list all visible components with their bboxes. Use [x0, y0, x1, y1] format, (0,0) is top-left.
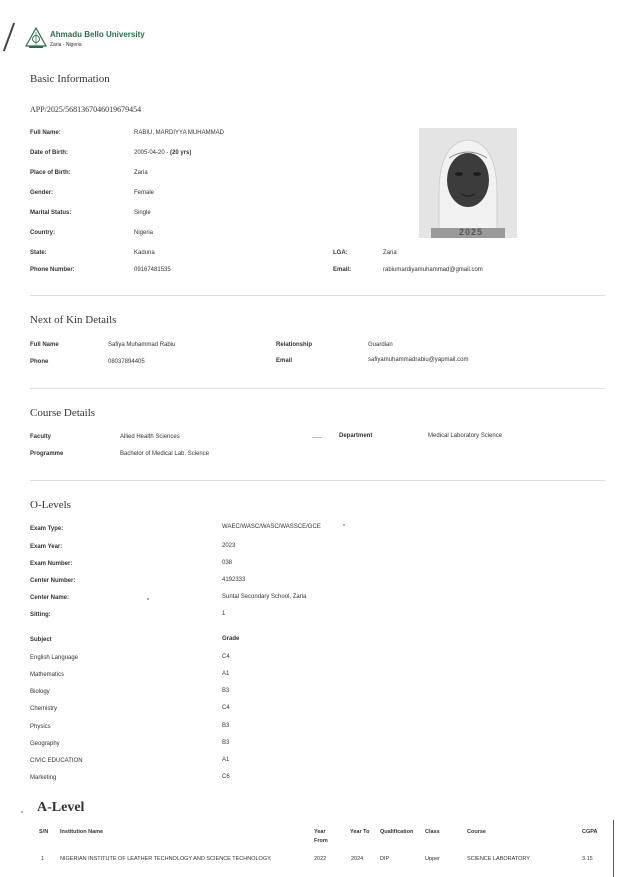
alevel-year-to: 2024	[351, 856, 364, 862]
alevel-sn: 1	[41, 856, 45, 862]
scan-speck	[147, 598, 149, 600]
kin-phone-value: 08037894405	[108, 359, 145, 365]
alevel-year-from-header: Year From	[314, 829, 328, 844]
phone-label: Phone Number:	[30, 267, 75, 273]
marital-status-value: Single	[134, 210, 151, 216]
subject-name: Chemistry	[30, 706, 58, 712]
exam-number-label: Exam Number:	[30, 561, 73, 567]
subject-name: Geography	[30, 741, 60, 747]
exam-type-label: Exam Type:	[30, 526, 64, 532]
subject-grade: C6	[222, 774, 230, 780]
full-name-label: Full Name:	[30, 130, 61, 136]
center-name-value: Suntal Secondary School, Zaria	[222, 594, 307, 600]
exam-year-value: 2023	[222, 543, 236, 549]
scan-speck	[21, 811, 23, 813]
subject-grade: B3	[222, 723, 230, 729]
subject-name: Marketing	[30, 775, 57, 781]
faculty-label: Faculty	[30, 434, 52, 440]
subject-grade: B3	[222, 740, 230, 746]
department-label: Department	[339, 433, 373, 439]
dob-value	[134, 150, 191, 156]
gender-label: Gender:	[30, 190, 54, 196]
kin-phone-label: Phone	[30, 359, 49, 365]
alevel-year-from: 2022	[314, 856, 327, 862]
kin-relationship-value: Guardian	[368, 342, 393, 348]
exam-year-label: Exam Year:	[30, 544, 63, 550]
state-value: Kaduna	[134, 250, 155, 256]
olevels-title: O-Levels	[30, 499, 71, 511]
divider	[30, 388, 605, 389]
alevel-cgpa-header: CGPA	[582, 829, 598, 835]
full-name-value: RABIU, MARDIYYA MUHAMMAD	[134, 130, 224, 136]
subject-name: English Language	[30, 655, 79, 661]
kin-name-value: Safiya Muhammad Rabiu	[108, 342, 176, 348]
passport-photo	[419, 128, 517, 238]
subject-grade: B3	[222, 688, 230, 694]
alevel-cgpa: 3.15	[582, 856, 593, 862]
university-logo	[24, 26, 48, 50]
scan-mark	[3, 23, 15, 52]
alevel-sn-header: S/N	[39, 829, 49, 835]
grade-header: Grade	[222, 636, 240, 642]
kin-relationship-label: Relationship	[276, 342, 313, 348]
country-value: Nigeria	[134, 230, 154, 236]
dob-label: Date of Birth:	[30, 150, 68, 156]
subject-grade: A1	[222, 671, 230, 677]
alevel-qualification: DIP	[380, 856, 390, 862]
lga-label: LGA:	[333, 250, 348, 256]
phone-value: 09167481535	[134, 267, 171, 273]
university-location: Zaria - Nigeria	[50, 42, 82, 48]
course-details-title: Course Details	[30, 407, 96, 419]
subject-name: Mathematics	[30, 672, 65, 678]
basic-info-title: Basic Information	[30, 73, 110, 85]
alevel-institution-header: Institution Name	[60, 829, 104, 835]
subject-name: Biology	[30, 689, 50, 695]
alevel-year-to-header: Year To	[350, 829, 370, 835]
email-value: rabiumardiyamuhammad@gmail.com	[383, 267, 483, 273]
scan-edge-mark	[613, 820, 614, 877]
subject-name: CIVIC EDUCATION	[30, 758, 83, 764]
department-value: Medical Laboratory Science	[428, 433, 503, 439]
faculty-value: Allied Health Sciences	[120, 434, 180, 440]
next-of-kin-title: Next of Kin Details	[30, 314, 117, 326]
alevel-course: SCIENCE LABORATORY	[467, 856, 530, 862]
pob-label: Place of Birth:	[30, 170, 71, 176]
alevel-title: A-Level	[37, 800, 85, 815]
exam-number-value: 038	[222, 560, 233, 566]
scan-speck	[312, 437, 322, 438]
email-label: Email:	[333, 267, 352, 273]
center-name-label: Center Name:	[30, 595, 70, 601]
alevel-class: Upper	[425, 856, 440, 862]
programme-label: Programme	[30, 451, 64, 457]
divider	[30, 480, 605, 481]
subject-grade: C4	[222, 705, 230, 711]
dob-age: (20 yrs)	[170, 150, 192, 156]
subject-grade: A1	[222, 757, 230, 763]
dob-date: 2005-04-20 -	[134, 150, 171, 156]
university-name: Ahmadu Bello University	[50, 30, 145, 39]
pob-value: Zaria	[134, 170, 148, 176]
center-number-value: 4192333	[222, 577, 246, 583]
subject-name: Physics	[30, 724, 51, 730]
alevel-course-header: Course	[467, 829, 486, 835]
application-number: APP/2025/5681367046019679454	[30, 105, 142, 114]
center-number-label: Center Number:	[30, 578, 76, 584]
lga-value: Zaria	[383, 250, 397, 256]
gender-value: Female	[134, 190, 155, 196]
photo-watermark: 2025	[459, 227, 484, 237]
kin-email-value: safiyamuhammadrabiu@yapmail.com	[368, 357, 469, 363]
country-label: Country:	[30, 230, 55, 236]
exam-type-value: WAEC/WASC/WASC/WASSCE/GCE	[222, 524, 321, 530]
sitting-value: 1	[222, 611, 226, 617]
kin-name-label: Full Name	[30, 342, 59, 348]
programme-value: Bachelor of Medical Lab. Science	[120, 451, 210, 457]
state-label: State:	[30, 250, 47, 256]
alevel-qualification-header: Qualification	[380, 829, 414, 835]
subject-grade: C4	[222, 654, 230, 660]
marital-status-label: Marital Status:	[30, 210, 72, 216]
sitting-label: Sitting:	[30, 612, 51, 618]
alevel-institution: NIGERIAN INSTITUTE OF LEATHER TECHNOLOGY AND SCIENCE TECHNOLOGY,	[60, 856, 272, 862]
divider	[30, 295, 605, 296]
scan-speck	[343, 524, 345, 526]
subject-header: Subject	[30, 637, 52, 643]
alevel-class-header: Class	[425, 829, 440, 835]
kin-email-label: Email	[276, 358, 293, 364]
